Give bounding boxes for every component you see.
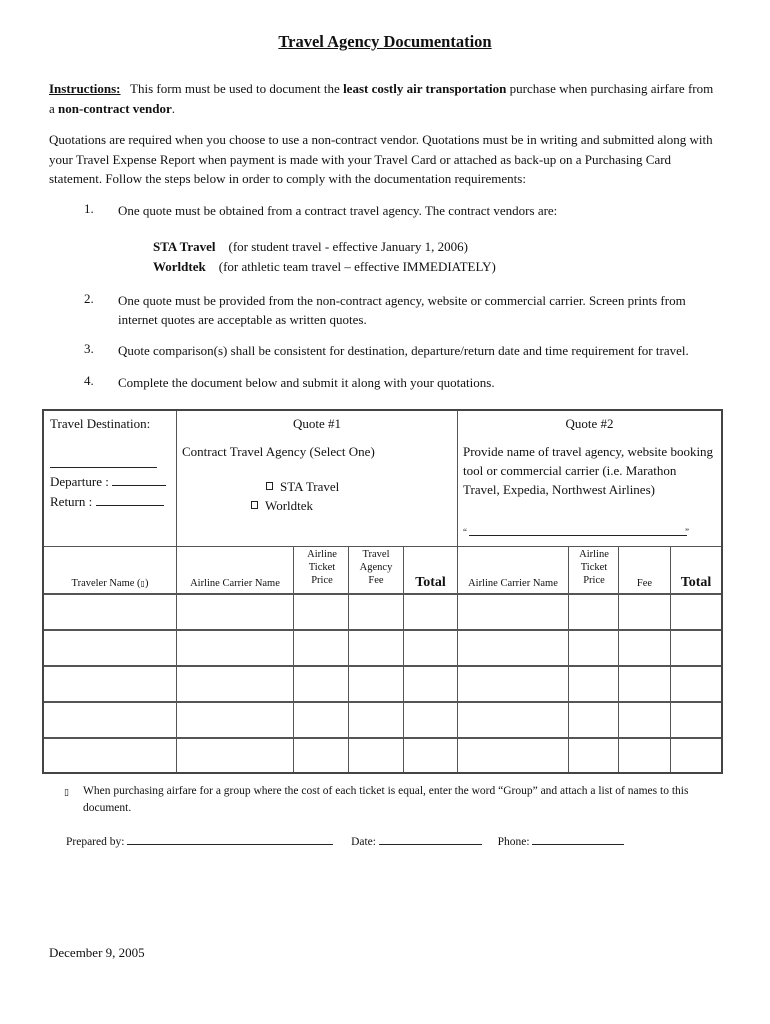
vendor-line [153,259,496,275]
footnote-text: When purchasing airfare for a group where the cost of each ticket is equal, enter the word “Group” and attach a list of names to this document. [83,785,689,814]
destination-blank[interactable] [50,467,157,468]
departure-label: Departure : [50,474,109,489]
instructions-text-2: purchase when purchasing airfare from a [49,81,714,116]
quote2-agency-blank[interactable] [469,535,687,536]
col-traveler-name: Traveler Name (▯) [71,578,149,589]
vendor-name: STA Travel [153,239,216,254]
table-row-line [44,737,721,739]
departure-field[interactable] [50,472,166,491]
col-carrier-2: Airline Carrier Name [468,578,558,589]
quote1-prompt: Contract Travel Agency (Select One) [182,444,375,459]
vendor-note: (for athletic team travel – effective IMMEDIATELY) [218,259,496,274]
step-text: One quote must be obtained from a contract travel agency. The contract vendors are: [118,203,558,218]
document-date: December 9, 2005 [49,945,145,960]
option-sta-travel[interactable] [266,477,339,496]
table-divider [176,411,177,772]
phone-label: Phone: [497,836,530,848]
col-fee-1: Travel Agency Fee [359,549,393,586]
quote-close-mark: ” [685,527,689,537]
phone-blank[interactable] [532,833,624,845]
step-number: 4. [84,373,94,388]
quote1-title: Quote #1 [292,416,342,431]
instructions-label: Instructions: [49,81,121,96]
intro-paragraph: Quotations are required when you choose to use a non-contract vendor. Quotations must be in writing and submitted along with your Travel Expense Report when payment is made with your Travel Card or attached as back-up on a Purchasing Card statement. Follow the steps below in order to comply with the documentation requirements: [49,132,713,186]
instructions-emphasis-1: least costly air transportation [343,81,507,96]
table-row-line [44,593,721,595]
signature-line [66,833,706,851]
step-text: Quote comparison(s) shall be consistent for destination, departure/return date and time requirement for travel. [118,343,689,358]
page-title: Travel Agency Documentation [278,32,492,51]
vendor-note: (for student travel - effective January 1, 2006) [228,239,468,254]
option-label: STA Travel [280,479,340,494]
date-blank[interactable] [379,833,482,845]
vendor-name: Worldtek [153,259,206,274]
table-row-line [44,629,721,631]
departure-blank[interactable] [112,474,166,486]
col-total-1: Total [415,575,446,590]
col-price-1: Airline Ticket Price [307,549,337,586]
step-number: 2. [84,291,94,306]
destination-label: Travel Destination: [50,416,151,431]
box-symbol-icon: ▯ [140,579,145,588]
col-price-2: Airline Ticket Price [579,549,609,586]
step-number: 1. [84,201,94,216]
return-blank[interactable] [96,494,164,506]
option-worldtek[interactable] [251,496,313,515]
step-text: One quote must be provided from the non-contract agency, website or commercial carrier. Screen prints from internet quotes are acceptable as written quotes. [118,293,686,327]
return-field[interactable] [50,492,164,511]
quote-open-mark: “ [463,527,467,537]
step-number: 3. [84,341,94,356]
checkbox-icon[interactable] [266,482,273,490]
step-text: Complete the document below and submit it along with your quotations. [118,375,495,390]
table-row-line [44,665,721,667]
instructions-period: . [171,100,176,116]
instructions-text-1: This form must be used to document the [130,81,340,96]
date-label: Date: [351,836,376,848]
quote2-prompt: Provide name of travel agency, website booking tool or commercial carrier (i.e. Marathon Travel, Expedia, Northwest Airlines) [463,444,714,497]
col-total-2: Total [680,575,712,590]
return-label: Return : [50,494,93,509]
table-divider [457,411,458,772]
instructions-paragraph [49,79,719,118]
instructions-emphasis-2: non-contract vendor [58,100,172,116]
col-fee-2: Fee [636,578,653,589]
vendor-line [153,239,468,255]
table-row-line [44,701,721,703]
quote2-title: Quote #2 [565,416,614,431]
prepared-by-blank[interactable] [127,833,333,845]
col-carrier-1: Airline Carrier Name [190,578,280,589]
option-label: Worldtek [265,498,314,513]
quote-comparison-table [42,409,723,774]
prepared-by-label: Prepared by: [66,836,125,848]
footnote-symbol-icon: ▯ [64,787,69,797]
checkbox-icon[interactable] [251,501,258,509]
